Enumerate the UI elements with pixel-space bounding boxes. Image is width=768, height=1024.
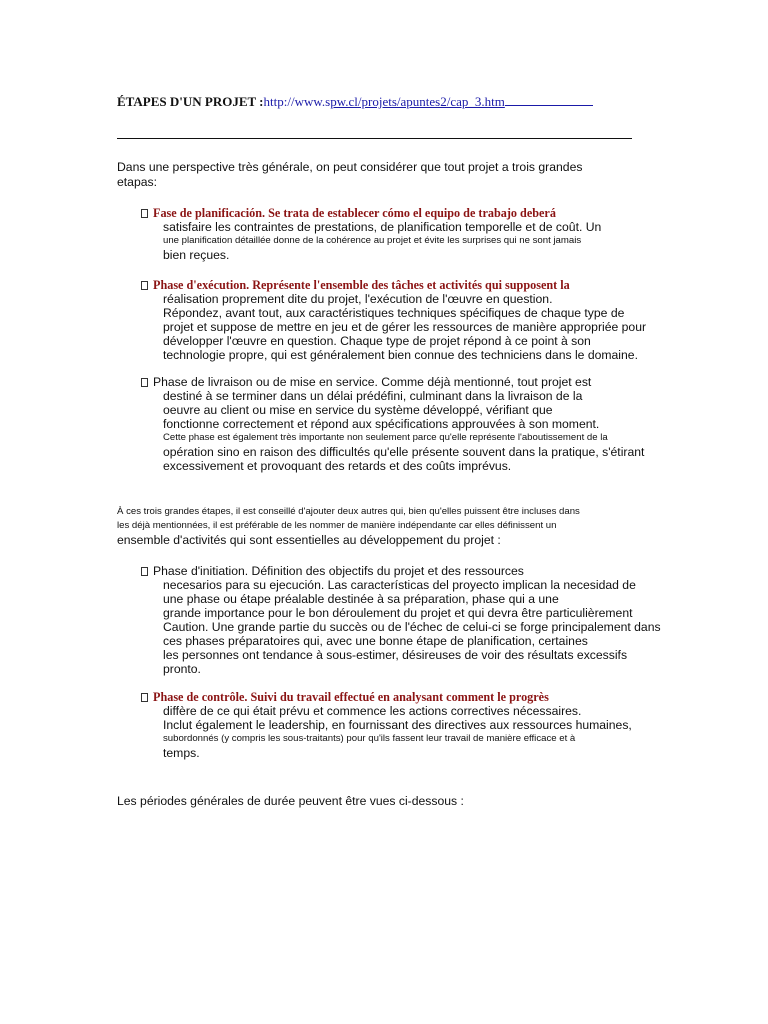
bullet-item-text: projet et suppose de mettre en jeu et de gérer les ressources de manière appropriée pour	[163, 320, 647, 334]
bullet-item-text: necesarios para su ejecución. Las características del proyecto implican la necesidad de	[163, 578, 636, 592]
bullet-title: Phase de livraison ou de mise en service. Comme déjà mentionné, tout projet est	[153, 375, 592, 389]
source-link[interactable]: http://www.spw.cl/projets/apuntes2/cap_3.htm	[264, 94, 593, 109]
bullet-item-text: excessivement et provoquant des retards et des coûts imprévus.	[163, 459, 512, 473]
intro-line: Dans une perspective très générale, on peut considérer que tout projet a trois grandes	[117, 160, 583, 174]
bullet-item-text: développer l'œuvre en question. Chaque type de projet répond à ce point à son	[163, 334, 591, 348]
bullet-item-text: les personnes ont tendance à sous-estimer, désireuses de voir des résultats excessifs	[163, 648, 628, 662]
page-title: ÉTAPES D'UN PROJET :	[117, 94, 264, 109]
middle-paragraph-line: les déjà mentionnées, il est préférable de les nommer de manière indépendante car elles définissent un	[117, 520, 557, 531]
bullet-item-text: satisfaire les contraintes de prestations, de planification temporelle et de coût. Un	[163, 220, 602, 234]
bullet-item	[141, 206, 556, 220]
middle-paragraph-line: ensemble d'activités qui sont essentielles au développement du projet :	[117, 533, 501, 547]
bullet-item-text: Inclut également le leadership, en fournissant des directives aux ressources humaines,	[163, 718, 632, 732]
bullet-item-text: destiné à se terminer dans un délai prédéfini, culminant dans la livraison de la	[163, 389, 583, 403]
middle-paragraph-line: À ces trois grandes étapes, il est conseillé d'ajouter deux autres qui, bien qu'elles puissent être incluses dans	[117, 506, 580, 517]
bullet-item-text: diffère de ce qui était prévu et commence les actions correctives nécessaires.	[163, 704, 582, 718]
bullet-item-text: temps.	[163, 746, 200, 760]
intro-line: etapas:	[117, 175, 157, 189]
bullet-item-text: Caution. Une grande partie du succès ou de l'échec de celui-ci se forge principalement dans	[163, 620, 661, 634]
empty-square-bullet-icon	[141, 693, 148, 702]
bullet-item-text: pronto.	[163, 662, 201, 676]
bullet-title: Fase de planificación. Se trata de establecer cómo el equipo de trabajo deberá	[153, 206, 556, 220]
bullet-item-text: Répondez, avant tout, aux caractéristiques techniques spécifiques de chaque type de	[163, 306, 625, 320]
bullet-item	[141, 375, 591, 389]
bullet-title: Phase d'exécution. Représente l'ensemble des tâches et activités qui supposent la	[153, 278, 570, 292]
bullet-item	[141, 278, 570, 292]
bullet-title: Phase de contrôle. Suivi du travail effectué en analysant comment le progrès	[153, 690, 549, 704]
bullet-item-text: bien reçues.	[163, 248, 230, 262]
bullet-item-text: réalisation proprement dite du projet, l'exécution de l'œuvre en question.	[163, 292, 553, 306]
empty-square-bullet-icon	[141, 209, 148, 218]
bullet-item-text: Cette phase est également très importante non seulement parce qu'elle représente l'aboutissement de la	[163, 432, 608, 443]
bullet-item-text: oeuvre au client ou mise en service du système développé, vérifiant que	[163, 403, 553, 417]
closing-line: Les périodes générales de durée peuvent être vues ci-dessous :	[117, 794, 464, 808]
bullet-item-text: ces phases préparatoires qui, avec une bonne étape de planification, certaines	[163, 634, 588, 648]
bullet-title: Phase d'initiation. Définition des objectifs du projet et des ressources	[153, 564, 524, 578]
bullet-item-text: grande importance pour le bon déroulement du projet et qui devra être particulièrement	[163, 606, 633, 620]
empty-square-bullet-icon	[141, 281, 148, 290]
bullet-item-text: technologie propre, qui est généralement bien connue des techniciens dans le domaine.	[163, 348, 638, 362]
bullet-item	[141, 564, 524, 578]
bullet-item-text: opération sino en raison des difficultés qu'elle présente souvent dans la pratique, s'étirant	[163, 445, 645, 459]
bullet-item	[141, 690, 549, 704]
bullet-item-text: une phase ou étape préalable destinée à sa préparation, phase qui a une	[163, 592, 559, 606]
empty-square-bullet-icon	[141, 567, 148, 576]
page-heading	[117, 94, 593, 110]
bullet-item-text: une planification détaillée donne de la cohérence au projet et évite les surprises qui ne sont jamais	[163, 235, 582, 246]
bullet-item-text: subordonnés (y compris les sous-traitants) pour qu'ils fassent leur travail de manière efficace et à	[163, 733, 576, 744]
horizontal-rule	[117, 138, 632, 139]
bullet-item-text: fonctionne correctement et répond aux spécifications approuvées à son moment.	[163, 417, 600, 431]
empty-square-bullet-icon	[141, 378, 148, 387]
